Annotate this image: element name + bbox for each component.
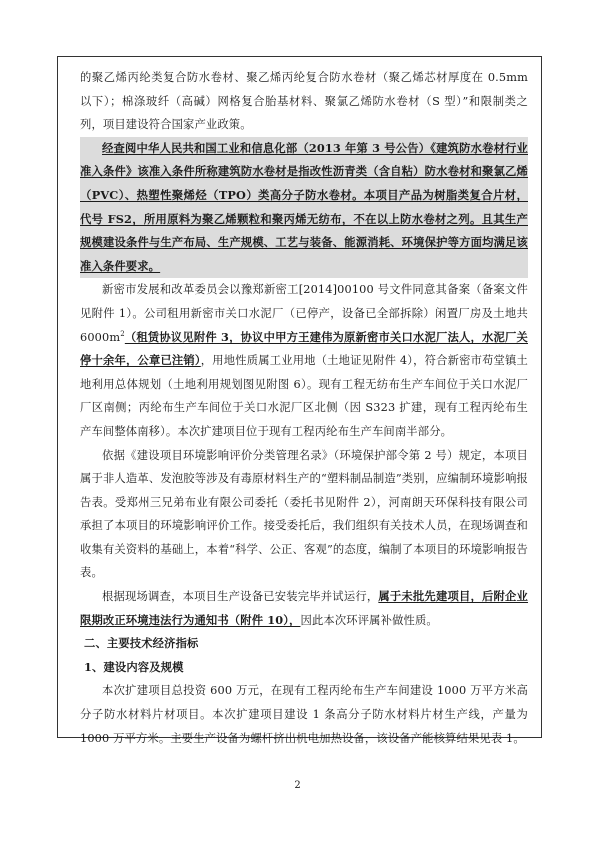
- paragraph-access-conditions: 经查阅中华人民共和国工业和信息化部（2013 年第 3 号公告）《建筑防水卷材行业准入条件》该准入条件所称建筑防水卷材是指改性沥青类（含自粘）防水卷材和聚氯乙烯（PVC）、热塑性聚烯烃（TPO）类高分子防水卷材。本项目产品为树脂类复合片材，代号 FS2，所用原料为聚乙烯颗粒和聚丙烯无纺布，不在以上防水卷材之列。且其生产规模建设条件与生产布局、生产规模、工艺与装备、能源消耗、环境保护等方面均满足该准入条件要求。: [80, 137, 528, 279]
- paragraph-current-status: [80, 585, 528, 632]
- status-text: 根据现场调查，本项目生产设备已安装完毕并试运行，: [102, 590, 379, 604]
- filing-text: 新密市发展和改革委员会以豫郑新密工[2014]00100 号文件同意其备案（备案文件见附件 1）。公司租用新密市关口水泥厂（已停产，设备已全部拆除）闲置厂房及土地共 6000m: [80, 283, 528, 344]
- area-unit-superscript: 2: [120, 329, 125, 338]
- paragraph-filing-and-site: [80, 278, 528, 443]
- subsection-heading-construction-scale: 1、建设内容及规模: [84, 659, 184, 674]
- status-conclusion: 因此本次环评属补做性质。: [300, 613, 438, 627]
- violation-notice-note: 属于未批先建项目，后附企业限期改正环境违法行为通知书（附件 10），: [80, 589, 529, 627]
- paragraph-industry-policy: 的聚乙烯丙纶类复合防水卷材、聚乙烯丙纶复合防水卷材（聚乙烯芯材厚度在 0.5mm 以下）；棉涤玻纤（高碱）网格复合胎基材料、聚氯乙烯防水卷材（S 型）”和限制类之列，项目建设符合国家产业政策。: [80, 71, 528, 132]
- document-body: [80, 66, 528, 750]
- lease-agreement-note: （租赁协议见附件 3，协议中甲方王建伟为原新密市关口水泥厂法人，水泥厂关停十余年，公章已注销）: [80, 329, 528, 368]
- page-number: 2: [294, 780, 301, 791]
- section-heading-technical-indicators: 二、主要技术经济指标: [84, 636, 199, 651]
- paragraph-investment-scale: 本次扩建项目总投资 600 万元，在现有工程丙纶布生产车间建设 1000 万平方米高分子防水材料片材项目。本次扩建项目建设 1 条高分子防水材料片材生产线，产量为 1000 万平方米。主要生产设备为螺杆挤出机电加热设备，该设备产能核算结果见表 1。: [80, 684, 528, 745]
- site-location-text: ，用地性质属工业用地（土地证见附件 4），符合新密市苟堂镇土地利用总体规划（土地利用规划图见附图 6）。现有工程无纺布生产车间位于关口水泥厂厂区南侧；丙纶布生产车间位于关口水泥厂区北侧（因 S323 扩建，现有工程丙纶布生产车间整体南移）。本次扩建项目位于现有工程丙纶布生产车间南半部分。: [80, 354, 528, 438]
- paragraph-eia-classification: 依据《建设项目环境影响评价分类管理名录》（环境保护部令第 2 号）规定，本项目属于非人造革、发泡胶等涉及有毒原材料生产的“塑料制品制造”类别，应编制环境影响报告表。受郑州三兄弟布业有限公司委托（委托书见附件 2），河南朗天环保科技有限公司承担了本项目的环境影响评价工作。接受委托后，我们组织有关技术人员，在现场调查和收集有关资料的基础上，本着“科学、公正、客观”的态度，编制了本项目的环境影响报告表。: [80, 448, 528, 580]
